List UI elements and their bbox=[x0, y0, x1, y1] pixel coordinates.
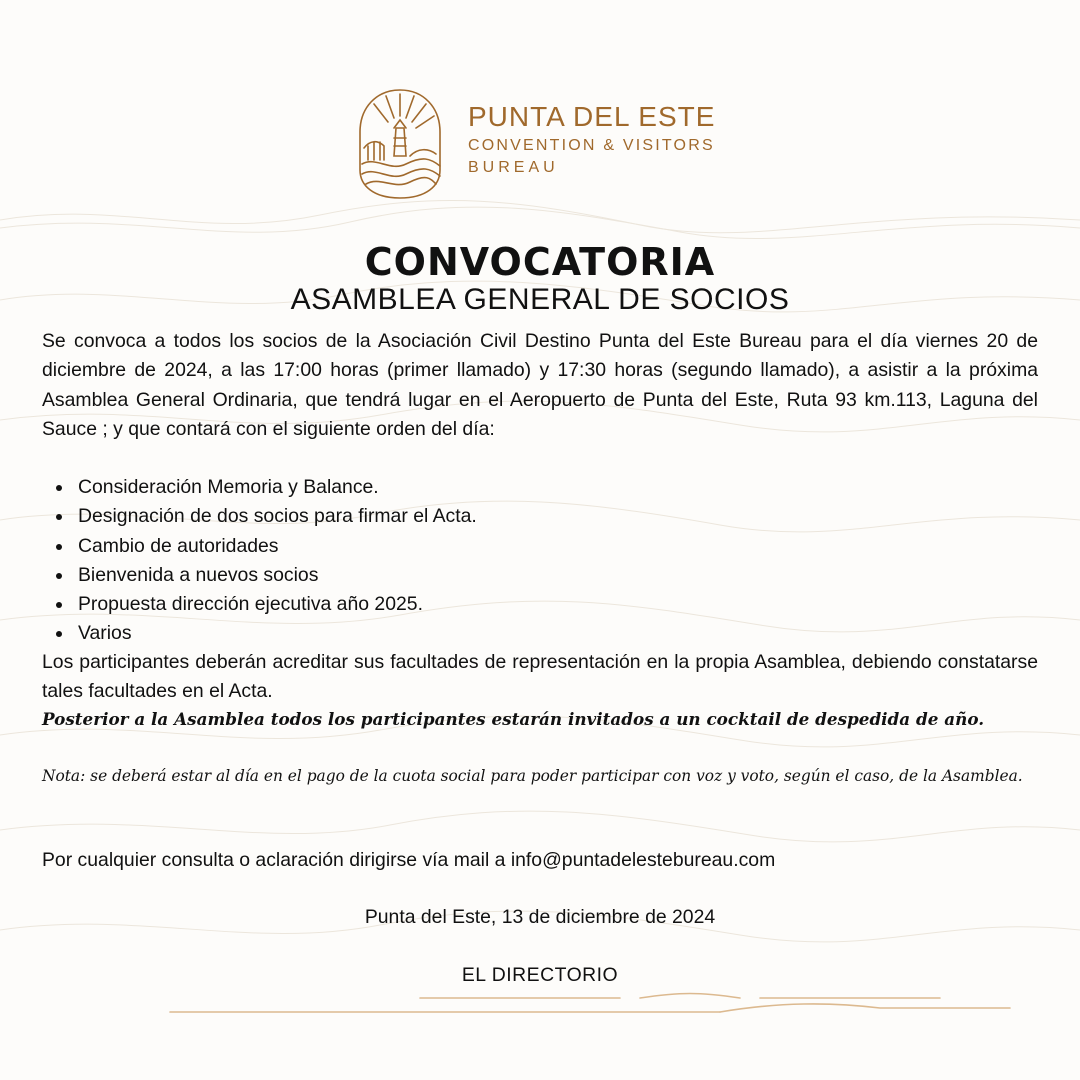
agenda-item: Consideración Memoria y Balance. bbox=[54, 473, 854, 502]
cocktail-invitation: Posterior a la Asamblea todos los participantes estarán invitados a un cocktail de despedida de año. bbox=[42, 709, 985, 729]
agenda-item: Cambio de autoridades bbox=[54, 532, 854, 561]
brand-wordmark bbox=[468, 102, 715, 178]
intro-paragraph: Se convoca a todos los socios de la Asociación Civil Destino Punta del Este Bureau para el día viernes 20 de diciembre de 2024, a las 17:00 horas (primer llamado) y 17:30 horas (segundo llamado), a asistir a la próxima Asamblea General Ordinaria, que tendrá lugar en el Aeropuerto de Punta del Este, Ruta 93 km.113, Laguna del Sauce ; y que contará con el siguiente orden del día: bbox=[42, 330, 1038, 440]
document-subtitle: ASAMBLEA GENERAL DE SOCIOS bbox=[290, 283, 790, 316]
note-paragraph: Nota: se deberá estar al día en el pago de la cuota social para poder participar con voz y voto, según el caso, de la Asamblea. bbox=[42, 767, 1023, 785]
brand-logo bbox=[356, 86, 736, 202]
agenda-item: Bienvenida a nuevos socios bbox=[54, 561, 854, 590]
footer-decorative-lines bbox=[0, 990, 1080, 1030]
lighthouse-logo-icon bbox=[356, 86, 444, 200]
document-title: CONVOCATORIA bbox=[364, 240, 716, 284]
date-line: Punta del Este, 13 de diciembre de 2024 bbox=[364, 906, 716, 928]
signature: EL DIRECTORIO bbox=[461, 964, 619, 986]
agenda-item: Designación de dos socios para firmar el Acta. bbox=[54, 502, 854, 531]
contact-line: Por cualquier consulta o aclaración dirigirse vía mail a info@puntadelestebureau.com bbox=[42, 849, 776, 871]
agenda-list bbox=[54, 473, 854, 649]
brand-name: PUNTA DEL ESTE bbox=[468, 101, 716, 132]
participants-paragraph: Los participantes deberán acreditar sus facultades de representación en la propia Asamblea, debiendo constatarse tales facultades en el Acta. bbox=[42, 651, 1038, 703]
agenda-item: Varios bbox=[54, 619, 854, 648]
brand-bureau: BUREAU bbox=[468, 159, 559, 176]
agenda-item: Propuesta dirección ejecutiva año 2025. bbox=[54, 590, 854, 619]
brand-subtitle: CONVENTION & VISITORS bbox=[468, 137, 715, 154]
